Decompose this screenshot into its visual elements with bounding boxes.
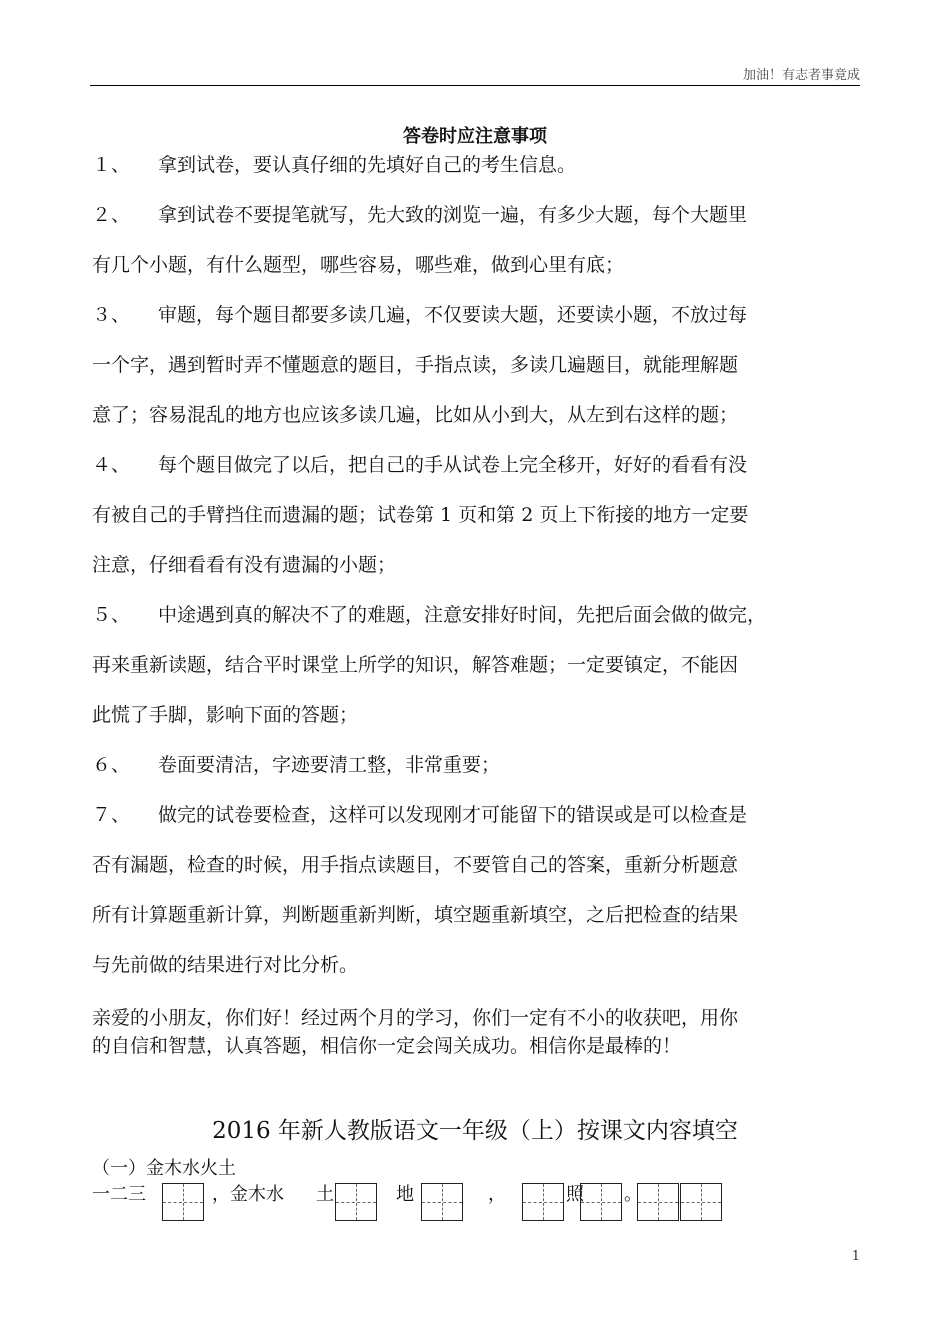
- fill-text: 地: [396, 1184, 414, 1205]
- notice-item: [92, 790, 882, 990]
- item-line: 所有计算题重新计算，判断题重新判断，填空题重新填空，之后把检查的结果: [92, 904, 739, 926]
- notice-item: [92, 190, 882, 290]
- fill-text: 。: [624, 1184, 642, 1205]
- writing-grid-box[interactable]: [335, 1183, 377, 1221]
- writing-grid-box[interactable]: [162, 1183, 204, 1221]
- greeting-line: 的自信和智慧，认真答题，相信你一定会闯关成功。相信你是最棒的！: [92, 1035, 682, 1057]
- greeting-paragraph: [92, 1004, 872, 1060]
- greeting-line: 亲爱的小朋友，你们好！经过两个月的学习，你们一定有不小的收获吧，用你: [92, 1007, 739, 1029]
- fill-text: 土: [316, 1184, 334, 1205]
- item-number: ７、: [92, 804, 131, 826]
- notice-list: [92, 140, 882, 990]
- fill-text: 照: [566, 1184, 584, 1205]
- page-title: 答卷时应注意事项: [403, 126, 547, 147]
- fill-text: ，金木水: [212, 1184, 284, 1205]
- item-text: 中途遇到真的解决不了的难题，注意安排好时间，先把后面会做的做完，: [158, 604, 767, 626]
- fill-text: 一二三: [92, 1184, 146, 1205]
- subsection-heading: （一）金木水火土: [92, 1158, 236, 1179]
- item-line: 与先前做的结果进行对比分析。: [92, 954, 359, 976]
- item-number: ６、: [92, 754, 131, 776]
- item-line: 意了；容易混乱的地方也应该多读几遍，比如从小到大，从左到右这样的题；: [92, 404, 739, 426]
- item-line: [92, 590, 882, 640]
- item-line: 一个字，遇到暂时弄不懂题意的题目，手指点读，多读几遍题目，就能理解题: [92, 354, 739, 376]
- item-text: 每个题目做完了以后，把自己的手从试卷上完全移开，好好的看看有没: [158, 454, 748, 476]
- item-number: ３、: [92, 304, 131, 326]
- writing-grid-box[interactable]: [680, 1183, 722, 1221]
- item-line: 此慌了手脚，影响下面的答题；: [92, 704, 359, 726]
- section-title: 2016 年新人教版语文一年级（上）按课文内容填空: [212, 1118, 738, 1144]
- item-line: 再来重新读题，结合平时课堂上所学的知识，解答难题；一定要镇定，不能因: [92, 654, 739, 676]
- fill-in-line: [92, 1180, 882, 1224]
- writing-grid-box[interactable]: [522, 1183, 564, 1221]
- item-line: 有被自己的手臂挡住而遗漏的题；试卷第 1 页和第 2 页上下衔接的地方一定要: [92, 504, 749, 526]
- writing-grid-box[interactable]: [421, 1183, 463, 1221]
- item-text: 卷面要清洁，字迹要清工整，非常重要；: [158, 754, 501, 776]
- notice-item: [92, 590, 882, 740]
- item-line: [92, 140, 882, 190]
- item-text: 做完的试卷要检查，这样可以发现刚才可能留下的错误或是可以检查是: [158, 804, 748, 826]
- item-text: 拿到试卷，要认真仔细的先填好自己的考生信息。: [158, 154, 577, 176]
- header-divider: [90, 85, 860, 86]
- item-line: 有几个小题，有什么题型，哪些容易，哪些难，做到心里有底；: [92, 254, 625, 276]
- item-line: [92, 440, 882, 490]
- item-line: [92, 740, 882, 790]
- writing-grid-box[interactable]: [580, 1183, 622, 1221]
- page-number: 1: [851, 1249, 860, 1264]
- notice-item: [92, 140, 882, 190]
- notice-item: [92, 290, 882, 440]
- item-text: 审题，每个题目都要多读几遍，不仅要读大题，还要读小题，不放过每: [158, 304, 748, 326]
- fill-text: ，: [488, 1184, 506, 1205]
- item-line: 注意，仔细看看有没有遗漏的小题；: [92, 554, 397, 576]
- item-line: [92, 790, 882, 840]
- notice-item: [92, 440, 882, 590]
- item-line: [92, 190, 882, 240]
- item-line: [92, 290, 882, 340]
- item-line: 否有漏题，检查的时候，用手指点读题目，不要管自己的答案，重新分析题意: [92, 854, 739, 876]
- header-motto: 加油！有志者事竟成: [742, 68, 860, 83]
- item-number: １、: [92, 154, 131, 176]
- writing-grid-box[interactable]: [637, 1183, 679, 1221]
- item-number: ２、: [92, 204, 131, 226]
- item-number: ４、: [92, 454, 131, 476]
- notice-item: [92, 740, 882, 790]
- item-text: 拿到试卷不要提笔就写，先大致的浏览一遍，有多少大题，每个大题里: [158, 204, 748, 226]
- item-number: ５、: [92, 604, 131, 626]
